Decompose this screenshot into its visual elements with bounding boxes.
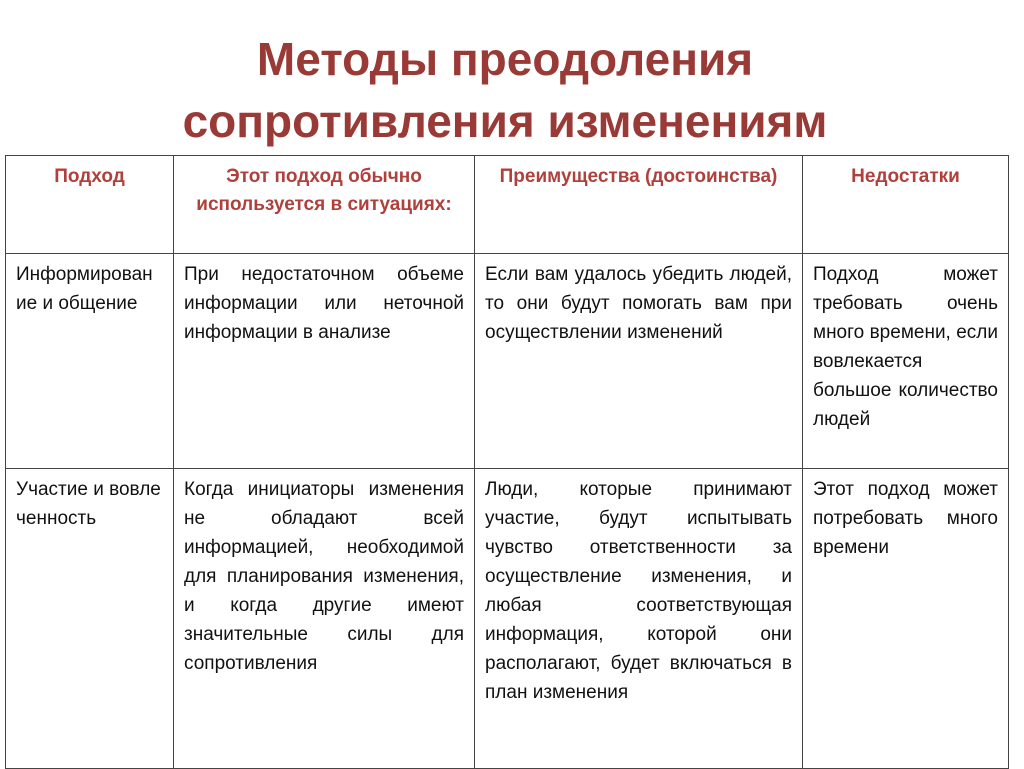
header-situation: Этот подход обычно используется в ситуациях: bbox=[174, 156, 475, 254]
page-title bbox=[0, 28, 1010, 152]
table-header-row bbox=[6, 156, 1009, 254]
cell-drawbacks: Подход может требовать очень много времени, если вовлекается большое количество людей bbox=[803, 254, 1009, 469]
cell-situation: Когда инициаторы изменения не обладают всей информацией, необходимой для планирования изменения, и когда другие имеют значительные силы для сопротивления bbox=[174, 469, 475, 769]
title-line-2: сопротивления изменениям bbox=[182, 95, 828, 147]
methods-table bbox=[5, 155, 1009, 769]
cell-drawbacks: Этот подход может потребовать много времени bbox=[803, 469, 1009, 769]
header-approach: Подход bbox=[6, 156, 174, 254]
header-drawbacks: Недостатки bbox=[803, 156, 1009, 254]
cell-advantages: Если вам удалось убедить людей, то они будут помогать вам при осуществлении изменений bbox=[475, 254, 803, 469]
title-line-1: Методы преодоления bbox=[256, 33, 754, 85]
cell-advantages: Люди, которые принимают участие, будут испытывать чувство ответственности за осуществление изменения, и любая соответствующая информация, которой они располагают, будет включаться в план изменения bbox=[475, 469, 803, 769]
table-row bbox=[6, 254, 1009, 469]
cell-approach: Информирование и общение bbox=[6, 254, 174, 469]
header-advantages: Преимущества (достоинства) bbox=[475, 156, 803, 254]
cell-approach: Участие и вовлеченность bbox=[6, 469, 174, 769]
cell-situation: При недостаточном объеме информации или неточной информации в анализе bbox=[174, 254, 475, 469]
table-row bbox=[6, 469, 1009, 769]
